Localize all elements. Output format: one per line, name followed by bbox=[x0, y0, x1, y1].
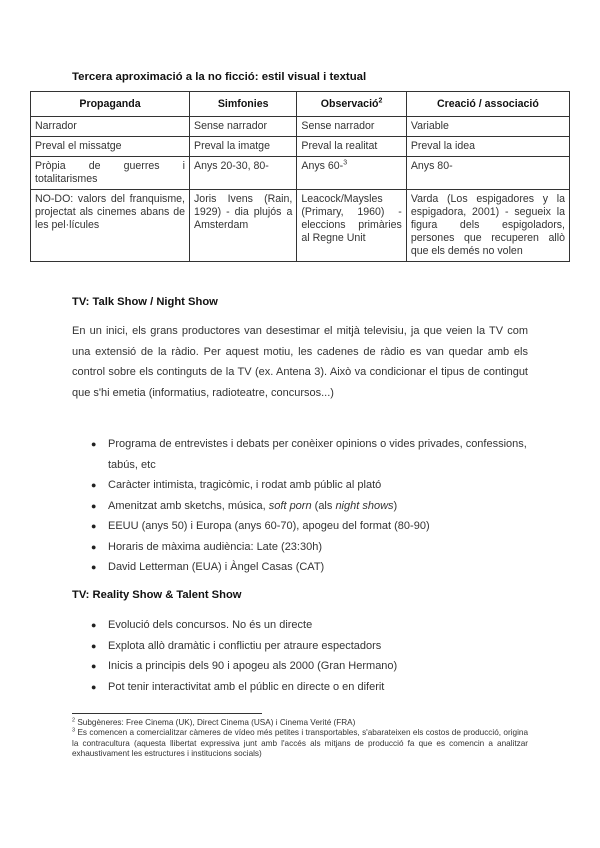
footnote-ref-3: 3 bbox=[343, 159, 348, 167]
table-cell: Sense narrador bbox=[297, 117, 406, 137]
bullet-icon: ● bbox=[91, 500, 97, 511]
footnote-number: 3 bbox=[72, 727, 76, 734]
table-row bbox=[31, 117, 570, 137]
list-item bbox=[72, 656, 532, 677]
reality-show-list bbox=[72, 615, 532, 697]
list-item-text: Explota allò dramàtic i conflictiu per atraure espectadors bbox=[108, 639, 382, 652]
list-item bbox=[72, 557, 532, 578]
list-item-text: Programa de entrevistes i debats per conèixer opinions o vides privades, confessions, tabús, etc bbox=[108, 438, 527, 471]
table-cell: NO-DO: valors del franquisme, projectat als cinemes abans de les pel·lícules bbox=[31, 190, 190, 262]
header-observacio bbox=[297, 92, 406, 117]
list-item bbox=[72, 516, 532, 537]
table-cell: Narrador bbox=[31, 117, 190, 137]
bullet-icon: ● bbox=[91, 681, 97, 692]
footnote-3 bbox=[72, 728, 528, 759]
list-item-text-b: soft porn bbox=[268, 499, 312, 512]
table-header-row bbox=[31, 92, 570, 117]
header-creacio: Creació / associació bbox=[406, 92, 569, 117]
footnotes bbox=[72, 718, 528, 760]
table-cell: Pròpia de guerres i totalitarismes bbox=[31, 157, 190, 190]
list-item-text: EEUU (anys 50) i Europa (anys 60-70), apogeu del format (80-90) bbox=[108, 520, 430, 532]
comparison-table bbox=[30, 91, 570, 262]
list-item-text: David Letterman (EUA) i Àngel Casas (CAT) bbox=[108, 561, 325, 573]
list-item bbox=[72, 496, 532, 517]
table-cell: Variable bbox=[406, 117, 569, 137]
table-cell: Sense narrador bbox=[190, 117, 297, 137]
footnote-number: 2 bbox=[72, 717, 76, 724]
table-cell: Varda (Los espigadores y la espigadora, 2001) - segueix la figura dels espigoladors, persones que recuperen allò que els demés no volen bbox=[406, 190, 569, 262]
talk-show-list bbox=[72, 434, 532, 578]
bullet-icon: ● bbox=[91, 661, 97, 671]
list-item-text-a: Amenitzat amb sketchs, música, bbox=[108, 499, 269, 512]
bullet-icon: ● bbox=[91, 620, 97, 630]
list-item bbox=[72, 537, 532, 558]
table-cell: Leacock/Maysles (Primary, 1960) - eleccions primàries al Regne Unit bbox=[297, 190, 406, 262]
bullet-icon: ● bbox=[91, 521, 97, 531]
list-item-text-d: night shows bbox=[335, 499, 394, 512]
table-title: Tercera aproximació a la no ficció: estil visual i textual bbox=[72, 71, 367, 83]
footnote-text: Es comencen a comercialitzar càmeres de vídeo més petites i transportables, s'abarateixen els costos de producció, origina la contracultura (aquesta llibertat expressiva junt amb l'accés als mitjans de producció fa que es comencin a analitzar exhaustivament les estructures i institucions socials) bbox=[72, 728, 528, 759]
footnote-divider bbox=[72, 713, 262, 714]
list-item-text-c: (als bbox=[311, 499, 336, 512]
section-heading-talk-show: TV: Talk Show / Night Show bbox=[72, 296, 218, 308]
table-cell: Anys 80- bbox=[406, 157, 569, 190]
list-item bbox=[72, 677, 532, 698]
table-cell: Preval la imatge bbox=[190, 137, 297, 157]
bullet-icon: ● bbox=[91, 541, 97, 552]
footnote-2 bbox=[72, 718, 528, 728]
header-propaganda: Propaganda bbox=[31, 92, 190, 117]
intro-paragraph: En un inici, els grans productores van desestimar el mitjà televisiu, ja que veien la TV com una extensió de la ràdio. Per aquest motiu, les cadenes de ràdio es van quedar amb els control sobre els continguts de la TV (ex. Antena 3). Això va condicionar el tipus de contingut que s'hi emetia (informatius, radioteatre, concursos...) bbox=[72, 325, 528, 399]
table-row bbox=[31, 190, 570, 262]
list-item-text: Inicis a principis dels 90 i apogeu als 2000 (Gran Hermano) bbox=[108, 660, 398, 672]
footnote-text: Subgèneres: Free Cinema (UK), Direct Cinema (USA) i Cinema Verité (FRA) bbox=[77, 718, 356, 727]
list-item-text: Pot tenir interactivitat amb el públic en directe o en diferit bbox=[108, 680, 385, 693]
table-cell: Preval la realitat bbox=[297, 137, 406, 157]
bullet-icon: ● bbox=[91, 562, 97, 572]
table-cell: Joris Ivens (Rain, 1929) - dia plujós a Amsterdam bbox=[190, 190, 297, 262]
table-row bbox=[31, 137, 570, 157]
section-heading-reality-show: TV: Reality Show & Talent Show bbox=[72, 589, 242, 601]
table-cell: Preval la idea bbox=[406, 137, 569, 157]
table-row bbox=[31, 157, 570, 190]
list-item bbox=[72, 434, 532, 475]
bullet-icon: ● bbox=[91, 640, 97, 651]
table-cell-text: Anys 60- bbox=[301, 160, 344, 172]
list-item-text: Horaris de màxima audiència: Late (23:30h) bbox=[108, 540, 323, 553]
list-item bbox=[72, 475, 532, 496]
bullet-icon: ● bbox=[91, 480, 97, 490]
header-observacio-label: Observació bbox=[320, 97, 379, 110]
list-item-text-e: ) bbox=[393, 499, 398, 512]
table-cell bbox=[297, 157, 406, 190]
table-cell: Preval el missatge bbox=[31, 137, 190, 157]
footnote-ref-2: 2 bbox=[378, 96, 383, 104]
bullet-icon: ● bbox=[91, 439, 97, 449]
list-item bbox=[72, 636, 532, 657]
list-item-text: Evolució dels concursos. No és un directe bbox=[108, 619, 313, 631]
header-simfonies: Simfonies bbox=[190, 92, 297, 117]
list-item-text: Caràcter intimista, tragicòmic, i rodat amb públic al plató bbox=[108, 479, 382, 491]
list-item bbox=[72, 615, 532, 636]
table-cell: Anys 20-30, 80- bbox=[190, 157, 297, 190]
